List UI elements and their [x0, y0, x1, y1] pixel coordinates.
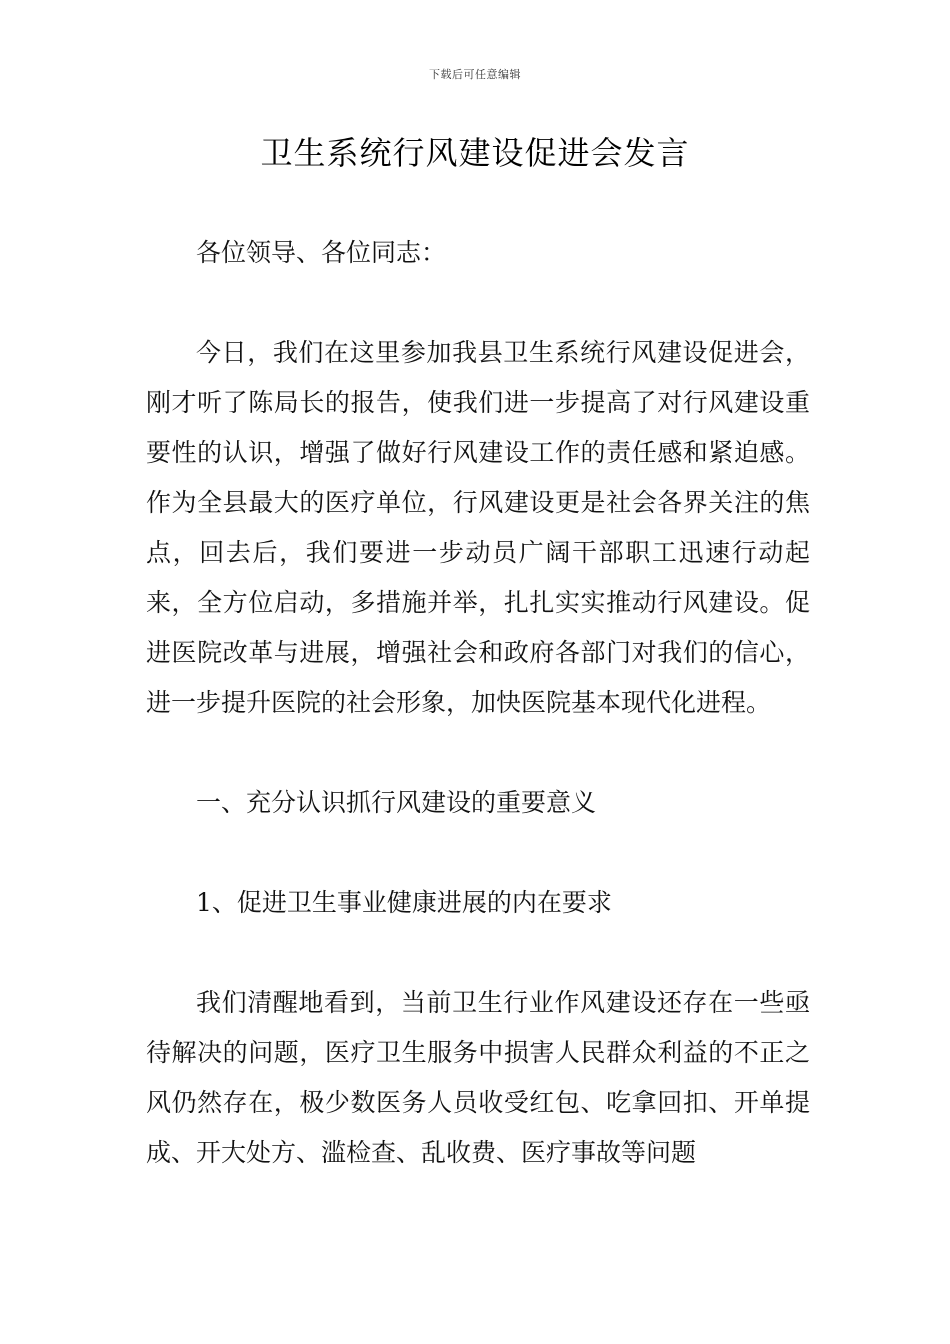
document-title: 卫生系统行风建设促进会发言	[260, 134, 690, 172]
header-note: 下载后可任意编辑	[429, 68, 521, 81]
paragraph-body: 我们清醒地看到，当前卫生行业作风建设还存在一些亟待解决的问题，医疗卫生服务中损害人民群众利益的不正之风仍然存在，极少数医务人员收受红包、吃拿回扣、开单提成、开大处方、滥检查、乱收费、医疗事故等问题	[146, 988, 810, 1167]
paragraph-intro: 今日，我们在这里参加我县卫生系统行风建设促进会，刚才听了陈局长的报告，使我们进一步提高了对行风建设重要性的认识，增强了做好行风建设工作的责任感和紧迫感。作为全县最大的医疗单位，行风建设更是社会各界关注的焦点，回去后，我们要进一步动员广阔干部职工迅速行动起来，全方位启动，多措施并举，扎扎实实推动行风建设。促进医院改革与进展，增强社会和政府各部门对我们的信心，进一步提升医院的社会形象，加快医院基本现代化进程。	[146, 338, 810, 717]
subsection-heading: 1、促进卫生事业健康进展的内在要求	[196, 888, 612, 917]
document-body	[146, 228, 810, 1178]
salutation: 各位领导、各位同志：	[196, 238, 447, 267]
section-heading: 一、充分认识抓行风建设的重要意义	[196, 788, 597, 817]
